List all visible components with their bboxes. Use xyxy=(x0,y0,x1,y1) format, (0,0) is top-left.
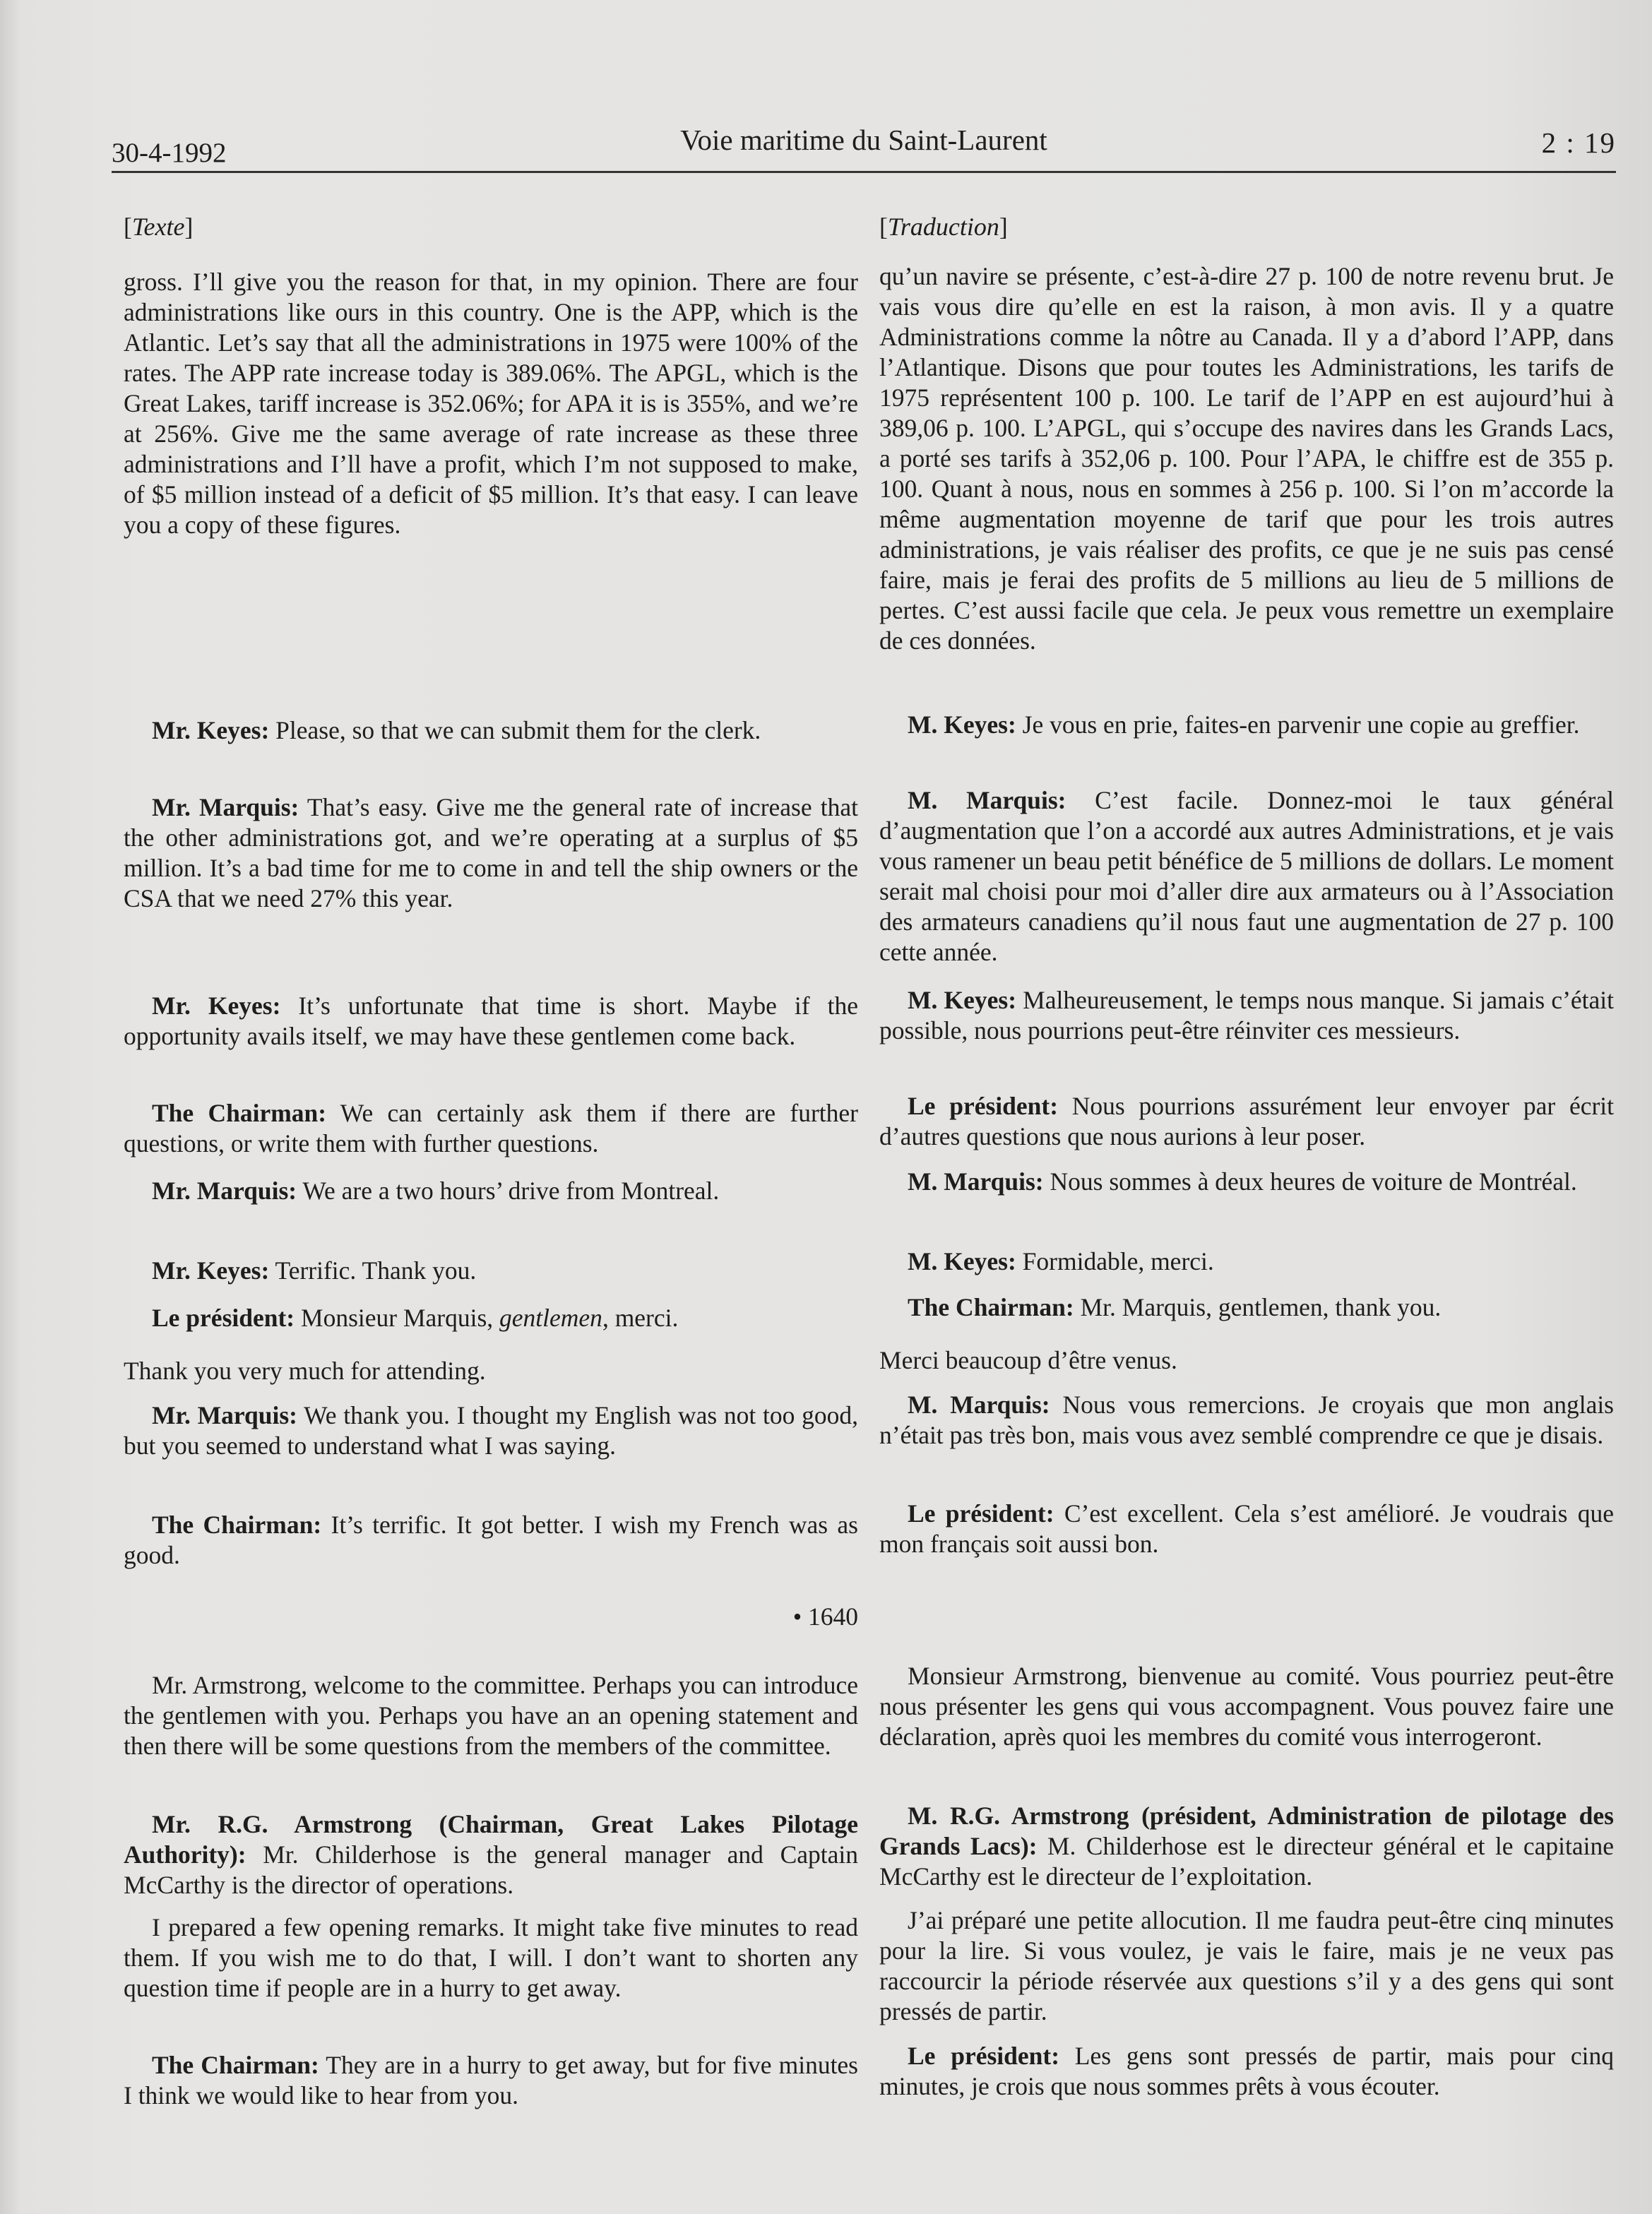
paragraph: Mr. Keyes: Please, so that we can submit them for the clerk. xyxy=(152,716,761,744)
paragraph: M. Keyes: Je vous en prie, faites-en parvenir une copie au greffier. xyxy=(908,710,1580,739)
paragraph: Le président: Monsieur Marquis, gentlemen, merci. xyxy=(152,1304,679,1332)
paragraph: Monsieur Armstrong, bienvenue au comité. Vous pourriez peut-être nous présenter les gens qui vous accompagnent. Vous pouvez faire une déclaration, après quoi les membres du comité vous interrogeront. xyxy=(879,1662,1614,1751)
paragraph: J’ai préparé une petite allocution. Il me faudra peut-être cinq minutes pour la lire. Si vous voulez, je vais le faire, mais je ne veux pas raccourcir la période réservée aux questions s’il y a des gens qui sont pressés de partir. xyxy=(879,1906,1614,2025)
paragraph: M. Marquis: Nous vous remercions. Je croyais que mon anglais n’était pas très bon, mais vous avez semblé comprendre ce que je disais. xyxy=(879,1391,1615,1449)
speaker: M. R.G. Armstrong (président, Administration de pilotage des Grands Lacs): xyxy=(879,1802,1614,1860)
speaker: The Chairman: xyxy=(152,1099,327,1127)
speaker: The Chairman: xyxy=(152,2051,319,2079)
paragraph: M. R.G. Armstrong (président, Administration de pilotage des Grands Lacs): M. Childerhose est le directeur général et le capitaine McCarthy est le directeur de l’exploitation. xyxy=(879,1802,1615,1891)
speaker: Mr. Marquis: xyxy=(152,1401,297,1429)
paragraph: M. Keyes: Malheureusement, le temps nous manque. Si jamais c’était possible, nous pourrions peut-être réinviter ces messieurs. xyxy=(879,986,1614,1044)
paragraph: M. Keyes: Formidable, merci. xyxy=(908,1247,1214,1275)
speaker: Mr. R.G. Armstrong (Chairman, Great Lakes Pilotage Authority): xyxy=(124,1810,858,1869)
speaker: Mr. Marquis: xyxy=(152,793,299,821)
speaker: Le président: xyxy=(908,1092,1059,1120)
paragraph: The Chairman: It’s terrific. It got better. I wish my French was as good. xyxy=(124,1511,858,1569)
speaker: Mr. Marquis: xyxy=(152,1177,297,1205)
speaker: M. Keyes: xyxy=(908,986,1017,1014)
header-page-number: 2 : 19 xyxy=(1541,126,1616,159)
paragraph: Merci beaucoup d’être venus. xyxy=(879,1346,1177,1374)
paragraph: Mr. Marquis: We are a two hours’ drive from Montreal. xyxy=(152,1177,720,1205)
speaker: Le président: xyxy=(908,2042,1060,2070)
paragraph: Mr. Keyes: Terrific. Thank you. xyxy=(152,1256,477,1285)
page-header xyxy=(112,120,1616,177)
paragraph: Mr. R.G. Armstrong (Chairman, Great Lakes Pilotage Authority): Mr. Childerhose is the general manager and Captain McCarthy is the director of operations. xyxy=(124,1810,858,1899)
paragraph: Le président: Nous pourrions assurément leur envoyer par écrit d’autres questions que nous aurions à leur poser. xyxy=(879,1092,1615,1150)
paragraph: Le président: Les gens sont pressés de partir, mais pour cinq minutes, je crois que nous sommes prêts à vous écouter. xyxy=(879,2042,1614,2100)
speaker: M. Keyes: xyxy=(908,710,1016,739)
speaker: Le président: xyxy=(908,1499,1054,1528)
paragraph: Thank you very much for attending. xyxy=(124,1357,486,1385)
speaker: M. Marquis: xyxy=(908,1167,1044,1196)
speaker: The Chairman: xyxy=(152,1511,322,1539)
header-rule xyxy=(112,171,1616,173)
column-label: [Traduction] xyxy=(879,213,1008,241)
paragraph: Mr. Marquis: That’s easy. Give me the general rate of increase that the other administrations got, and we’re operating at a surplus of $5 million. It’s a bad time for me to come in and tell the ship owners or the CSA that we need 27% this year. xyxy=(124,793,858,912)
paragraph: qu’un navire se présente, c’est-à-dire 27 p. 100 de notre revenu brut. Je vais vous dire qu’elle en est la raison, à mon avis. Il y a quatre Administrations comme la nôtre au Canada. Il y a d’abord l’APP, dans l’Atlantique. Disons que pour toutes les Administrations, les tarifs de 1975 représentent 100 p. 100. Le tarif de l’APP en est aujourd’hui à 389,06 p. 100. L’APGL, qui s’occupe des navires dans les Grands Lacs, a porté ses tarifs à 352,06 p. 100. Pour l’APA, le chiffre est de 355 p. 100. Quant à nous, nous en sommes à 256 p. 100. Si l’on m’accorde la même augmentation moyenne de tarif que pour les trois autres administrations, je vais réaliser des profits, ce que je ne suis pas censé faire, mais je ferai des profits de 5 millions au lieu de 5 millions de pertes. C’est aussi facile que cela. Je peux vous remettre un exemplaire de ces données. xyxy=(879,262,1614,655)
speaker: Mr. Keyes: xyxy=(152,1256,270,1285)
paragraph: The Chairman: Mr. Marquis, gentlemen, thank you. xyxy=(908,1293,1442,1321)
paragraph: Mr. Keyes: It’s unfortunate that time is short. Maybe if the opportunity avails itself, we may have these gentlemen come back. xyxy=(124,992,858,1050)
speaker: The Chairman: xyxy=(908,1293,1074,1321)
speaker: Mr. Keyes: xyxy=(152,992,281,1020)
header-title: Voie maritime du Saint-Laurent xyxy=(680,124,1047,156)
paragraph: The Chairman: We can certainly ask them if there are further questions, or write them with further questions. xyxy=(124,1099,858,1157)
paragraph: M. Marquis: Nous sommes à deux heures de voiture de Montréal. xyxy=(908,1167,1577,1196)
paragraph: Mr. Armstrong, welcome to the committee. Perhaps you can introduce the gentlemen with you. Perhaps you have an an opening statement and then there will be some questions from the members of the committee. xyxy=(124,1671,858,1760)
speaker: Le président: xyxy=(152,1304,295,1332)
time-marker: • 1640 xyxy=(792,1602,858,1631)
paragraph: M. Marquis: C’est facile. Donnez-moi le taux général d’augmentation que l’on a accordé aux autres Administrations, et je vais vous ramener un beau petit bénéfice de 5 millions de dollars. Le moment serait mal choisi pour moi d’aller dire aux armateurs ou à l’Association des armateurs canadiens qu’il nous faut une augmentation de 27 p. 100 cette année. xyxy=(879,786,1614,966)
paragraph: I prepared a few opening remarks. It might take five minutes to read them. If you wish me to do that, I will. I don’t want to shorten any question time if people are in a hurry to get away. xyxy=(124,1913,858,2002)
column-label: [Texte] xyxy=(124,213,194,241)
speaker: M. Marquis: xyxy=(908,1391,1050,1419)
speaker: M. Keyes: xyxy=(908,1247,1016,1275)
speaker: Mr. Keyes: xyxy=(152,716,270,744)
header-date: 30-4-1992 xyxy=(112,138,227,168)
paragraph: The Chairman: They are in a hurry to get away, but for five minutes I think we would like to hear from you. xyxy=(124,2051,858,2109)
paragraph: gross. I’ll give you the reason for that, in my opinion. There are four administrations like ours in this country. One is the APP, which is the Atlantic. Let’s say that all the administrations in 1975 were 100% of the rates. The APP rate increase today is 389.06%. The APGL, which is the Great Lakes, tariff increase is 352.06%; for APA it is is 355%, and we’re at 256%. Give me the same average of rate increase as these three administrations and I’ll have a profit, which I’m not supposed to make, of $5 million instead of a deficit of $5 million. It’s that easy. I can leave you a copy of these figures. xyxy=(124,268,858,539)
speaker: M. Marquis: xyxy=(908,786,1066,814)
paragraph: Le président: C’est excellent. Cela s’est amélioré. Je voudrais que mon français soit aussi bon. xyxy=(879,1499,1614,1558)
paragraph: Mr. Marquis: We thank you. I thought my English was not too good, but you seemed to understand what I was saying. xyxy=(124,1401,858,1460)
